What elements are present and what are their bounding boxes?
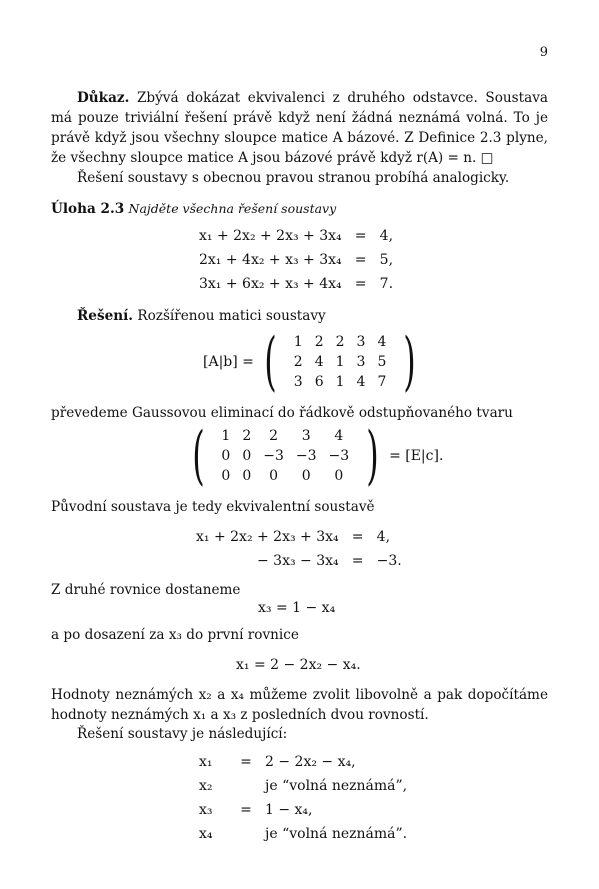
- rhs: −3.: [376, 553, 402, 569]
- final-solution: [196, 750, 410, 846]
- task-text: Najděte všechna řešení soustavy: [128, 201, 337, 216]
- rhs: 1 − x₄,: [265, 802, 313, 818]
- matrix-cell: 1: [335, 374, 345, 390]
- rhs: je “volná neznámá”,: [265, 778, 408, 794]
- rhs: je “volná neznámá”.: [265, 826, 408, 842]
- proof-paragraph: [51, 88, 548, 168]
- proof-label: Důkaz.: [77, 90, 130, 106]
- matrix-body: [215, 426, 355, 486]
- matrix-row: [215, 426, 355, 446]
- matrix-cell: 6: [314, 374, 324, 390]
- matrix-cell: 4: [334, 428, 344, 444]
- matrix-cell: 3: [356, 334, 366, 350]
- variable: x₄: [199, 826, 213, 842]
- system-2: [193, 525, 405, 573]
- matrix-row: [215, 466, 355, 486]
- solution-paragraph: Řešení soustavy je následující:: [77, 726, 288, 742]
- rhs: 7.: [379, 276, 394, 292]
- variable: x₂: [199, 778, 213, 794]
- system-1-row: [196, 272, 396, 296]
- lhs: − 3x₃ − 3x₄: [257, 553, 339, 569]
- task-heading: [51, 199, 548, 219]
- variable: x₃: [199, 802, 213, 818]
- rhs: 4,: [379, 228, 394, 244]
- matrix-cell: −3: [263, 448, 284, 464]
- left-paren: (: [264, 325, 278, 399]
- eq-sign: =: [240, 802, 252, 818]
- matrix-cell: 7: [377, 374, 387, 390]
- matrix-cell: 2: [314, 334, 324, 350]
- matrix-cell: 2: [242, 428, 252, 444]
- final-row: [196, 750, 410, 774]
- rhs: 4,: [376, 529, 391, 545]
- system-2-row: [193, 549, 405, 573]
- lhs: 3x₁ + 6x₂ + x₃ + 4x₄: [199, 276, 342, 292]
- right-paren: ): [403, 325, 416, 399]
- matrix-cell: 4: [356, 374, 366, 390]
- matrix-cell: 0: [242, 448, 252, 464]
- x3-expression: x₃ = 1 − x₄: [258, 600, 336, 616]
- matrix-cell: −3: [328, 448, 350, 464]
- matrix-cell: 0: [301, 468, 311, 484]
- matrix-cell: 0: [334, 468, 344, 484]
- lhs: x₁ + 2x₂ + 2x₃ + 3x₄: [199, 228, 342, 244]
- eq-sign: =: [354, 276, 367, 292]
- matrix-cell: 1: [221, 428, 231, 444]
- matrix-cell: 4: [377, 334, 387, 350]
- eq-sign: [230, 822, 262, 846]
- augmented-matrix: [203, 325, 422, 399]
- matrix-cell: 2: [269, 428, 279, 444]
- general-rhs-paragraph: Řešení soustavy s obecnou pravou stranou probíhá analogicky.: [77, 170, 510, 186]
- matrix-row: [288, 352, 393, 372]
- matrix-cell: 1: [293, 334, 303, 350]
- left-paren: (: [192, 419, 205, 493]
- second-eq-paragraph: Z druhé rovnice dostaneme: [51, 582, 241, 598]
- system-2-row: [193, 525, 405, 549]
- matrix-body: [288, 332, 393, 392]
- right-paren: ): [365, 419, 379, 493]
- solution-label: Řešení.: [77, 308, 134, 324]
- matrix-row: [288, 372, 393, 392]
- echelon-label: = [E|c].: [389, 448, 444, 464]
- matrix-row: [215, 446, 355, 466]
- gauss-paragraph: převedeme Gaussovou eliminací do řádkově odstupňovaného tvaru: [51, 405, 513, 421]
- solution-intro-text: Rozšířenou matici soustavy: [137, 308, 326, 324]
- lhs: 2x₁ + 4x₂ + x₃ + 3x₄: [199, 252, 342, 268]
- matrix-cell: 3: [356, 354, 366, 370]
- page-number: 9: [539, 45, 548, 60]
- solution-intro: [51, 306, 548, 326]
- x1-expression: x₁ = 2 − 2x₂ − x₄.: [236, 657, 361, 673]
- eq-sign: =: [354, 228, 367, 244]
- matrix-cell: 0: [221, 448, 231, 464]
- lhs: x₁ + 2x₂ + 2x₃ + 3x₄: [196, 529, 339, 545]
- matrix-cell: 0: [242, 468, 252, 484]
- proof-text: Zbývá dokázat ekvivalenci z druhého odstavce. Soustava má pouze triviální řešení právě když není žádná neznámá volná. To je právě když jsou všechny sloupce matice A bázové. Z Definice 2.3 plyne, že všechny sloupce matice A jsou bázové právě když r(A) = n. □: [51, 90, 548, 166]
- equiv-paragraph: Původní soustava je tedy ekvivalentní soustavě: [51, 499, 375, 515]
- eq-sign: =: [240, 754, 252, 770]
- rhs: 5,: [379, 252, 394, 268]
- eq-sign: =: [354, 252, 367, 268]
- final-row: [196, 798, 410, 822]
- matrix-cell: 2: [293, 354, 303, 370]
- matrix-cell: 3: [293, 374, 303, 390]
- echelon-matrix: [186, 419, 444, 493]
- eq-sign: [230, 774, 262, 798]
- matrix-row: [288, 332, 393, 352]
- matrix-cell: −3: [295, 448, 317, 464]
- matrix-cell: 4: [314, 354, 324, 370]
- matrix-cell: 2: [335, 334, 345, 350]
- task-label: Úloha 2.3: [51, 201, 125, 217]
- matrix-cell: 0: [221, 468, 231, 484]
- substitute-paragraph: a po dosazení za x₃ do první rovnice: [51, 627, 299, 643]
- augmented-label: [A|b] =: [203, 354, 254, 370]
- eq-sign: =: [351, 553, 364, 569]
- matrix-cell: 1: [335, 354, 345, 370]
- system-1-row: [196, 224, 396, 248]
- system-1: [196, 224, 396, 296]
- final-row: [196, 774, 410, 798]
- final-row: [196, 822, 410, 846]
- variable: x₁: [199, 754, 213, 770]
- rhs: 2 − 2x₂ − x₄,: [265, 754, 356, 770]
- eq-sign: =: [351, 529, 364, 545]
- matrix-cell: 0: [269, 468, 279, 484]
- system-1-row: [196, 248, 396, 272]
- matrix-cell: 5: [377, 354, 387, 370]
- matrix-cell: 3: [301, 428, 311, 444]
- values-paragraph: Hodnoty neznámých x₂ a x₄ můžeme zvolit libovolně a pak dopočítáme hodnoty neznámých x₁ a x₃ z posledních dvou rovností.: [51, 687, 548, 723]
